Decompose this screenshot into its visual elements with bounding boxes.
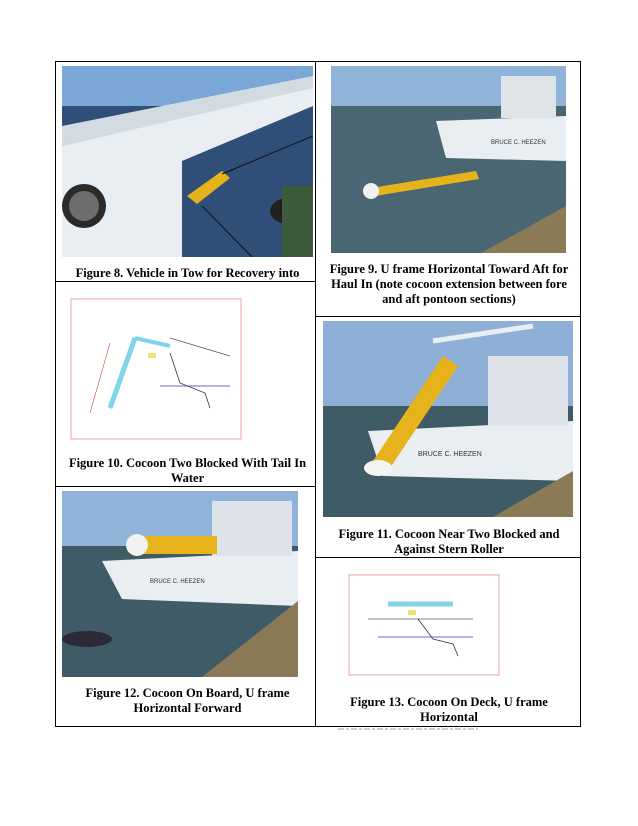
row-divider <box>55 281 316 282</box>
row-divider <box>55 486 316 487</box>
figure-13-drawing <box>348 574 500 676</box>
figure-12-hull-lettering: BRUCE C. HEEZEN <box>150 579 205 585</box>
figure-11-caption: Figure 11. Cocoon Near Two Blocked and Against Stern Roller <box>338 527 560 556</box>
figure-8-photo <box>62 66 313 257</box>
row-divider <box>315 557 581 558</box>
figure-11-photo <box>323 321 573 517</box>
column-divider <box>315 61 316 727</box>
figure-12-caption: Figure 12. Cocoon On Board, U frame Horizontal Forward <box>85 686 290 715</box>
figure-9-caption: Figure 9. U frame Horizontal Toward Aft for Haul In (note cocoon extension between fore and aft pontoon sections) <box>329 262 569 306</box>
figure-9-photo <box>331 66 566 253</box>
figure-10-caption: Figure 10. Cocoon Two Blocked With Tail In Water <box>68 456 307 485</box>
figure-11-hull-lettering: BRUCE C. HEEZEN <box>418 451 482 458</box>
figure-13-caption: Figure 13. Cocoon On Deck, U frame Horizontal <box>350 695 548 724</box>
cropped-text-fragment <box>338 727 478 732</box>
row-divider <box>315 316 581 317</box>
figure-8-caption: Figure 8. Vehicle in Tow for Recovery into <box>75 266 300 280</box>
figure-9-hull-lettering: BRUCE C. HEEZEN <box>491 140 546 146</box>
figure-10-drawing <box>70 298 242 440</box>
figure-12-photo <box>62 491 298 677</box>
